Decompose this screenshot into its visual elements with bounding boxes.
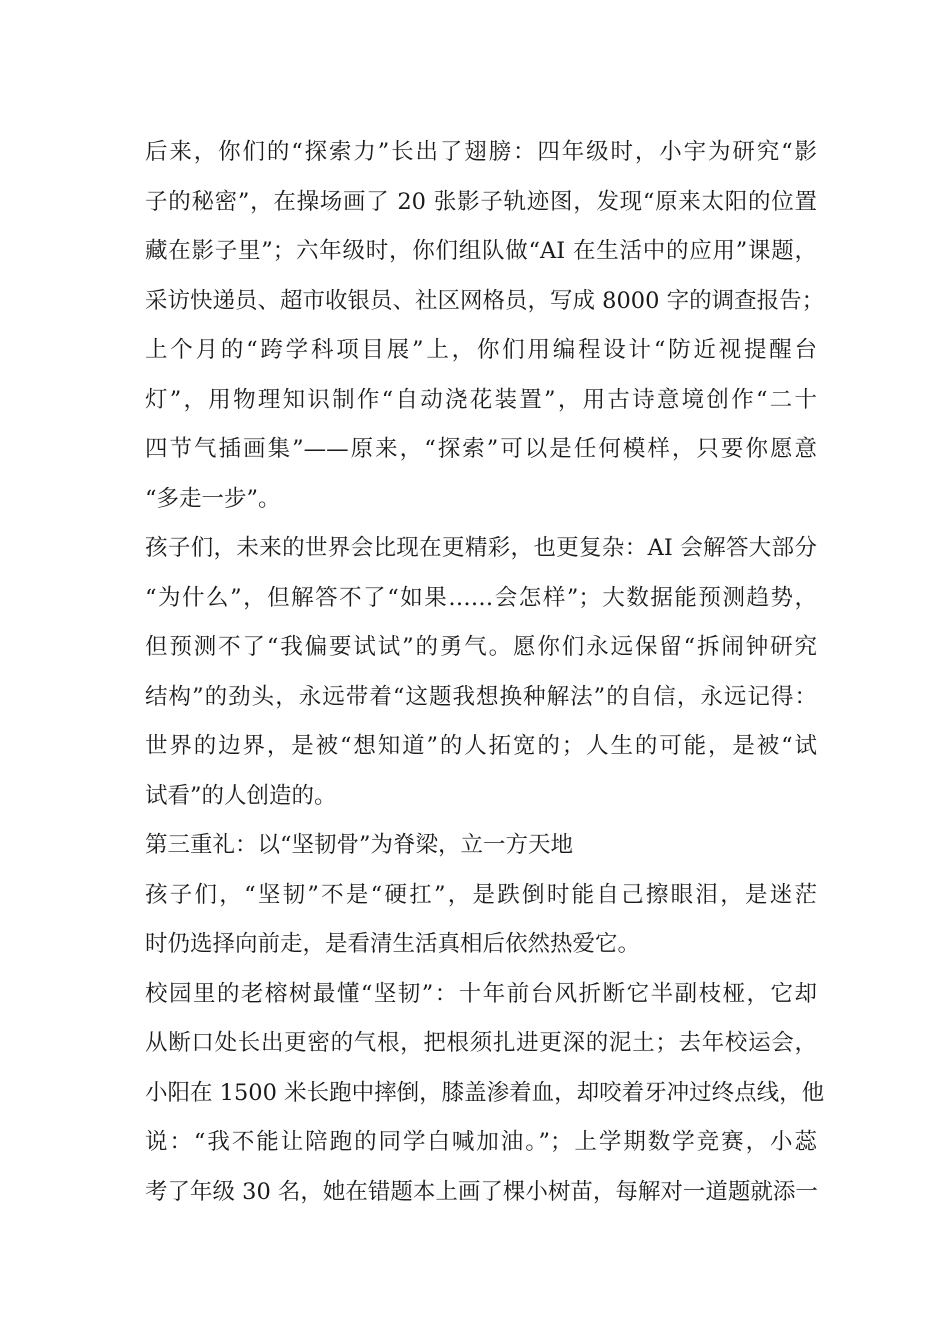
text-line: 但预测不了“我偏要试试”的勇气。愿你们永远保留“拆闹钟研究 xyxy=(145,634,817,660)
text-line: 考了年级 30 名，她在错题本上画了棵小树苗，每解对一道题就添一 xyxy=(145,1178,818,1205)
text-line: 时仍选择向前走，是看清生活真相后依然热爱它。 xyxy=(145,931,641,957)
text-line: 从断口处长出更密的气根，把根须扎进更深的泥土；去年校运会， xyxy=(145,1030,817,1056)
text-line: 试看”的人创造的。 xyxy=(145,782,337,809)
text-line: 灯”，用物理知识制作“自动浇花装置”，用古诗意境创作“二十 xyxy=(145,386,817,413)
text-line: “多走一步”。 xyxy=(145,485,281,512)
text-line: 世界的边界，是被“想知道”的人拓宽的；人生的可能，是被“试 xyxy=(145,733,817,759)
text-line: 校园里的老榕树最懂“坚韧”：十年前台风折断它半副枝桠，它却 xyxy=(145,980,817,1007)
text-line: 四节气插画集”——原来，“探索”可以是任何模样，只要你愿意 xyxy=(145,436,817,462)
text-line: 孩子们，未来的世界会比现在更精彩，也更复杂：AI 会解答大部分 xyxy=(145,535,817,561)
text-line: 上个月的“跨学科项目展”上，你们用编程设计“防近视提醒台 xyxy=(145,337,817,363)
text-line: 后来，你们的“探索力”长出了翅膀：四年级时，小宇为研究“影 xyxy=(145,139,817,165)
text-line: 子的秘密”，在操场画了 20 张影子轨迹图，发现“原来太阳的位置 xyxy=(145,188,817,215)
text-line: 藏在影子里”；六年级时，你们组队做“AI 在生活中的应用”课题， xyxy=(145,238,817,264)
text-line: “为什么”，但解答不了“如果……会怎样”；大数据能预测趋势， xyxy=(145,584,817,611)
text-line: 结构”的劲头，永远带着“这题我想换种解法”的自信，永远记得： xyxy=(145,683,817,710)
text-line: 孩子们，“坚韧”不是“硬扛”，是跌倒时能自己擦眼泪，是迷茫 xyxy=(145,881,817,908)
text-line: 采访快递员、超市收银员、社区网格员，写成 8000 字的调查报告； xyxy=(145,287,825,314)
text-line: 说：“我不能让陪跑的同学白喊加油。”；上学期数学竞赛，小蕊 xyxy=(145,1129,817,1155)
section-heading: 第三重礼：以“坚韧骨”为脊梁，立一方天地 xyxy=(145,832,574,858)
text-line: 小阳在 1500 米长跑中摔倒，膝盖渗着血，却咬着牙冲过终点线，他 xyxy=(145,1079,825,1106)
document-body xyxy=(145,128,825,1217)
